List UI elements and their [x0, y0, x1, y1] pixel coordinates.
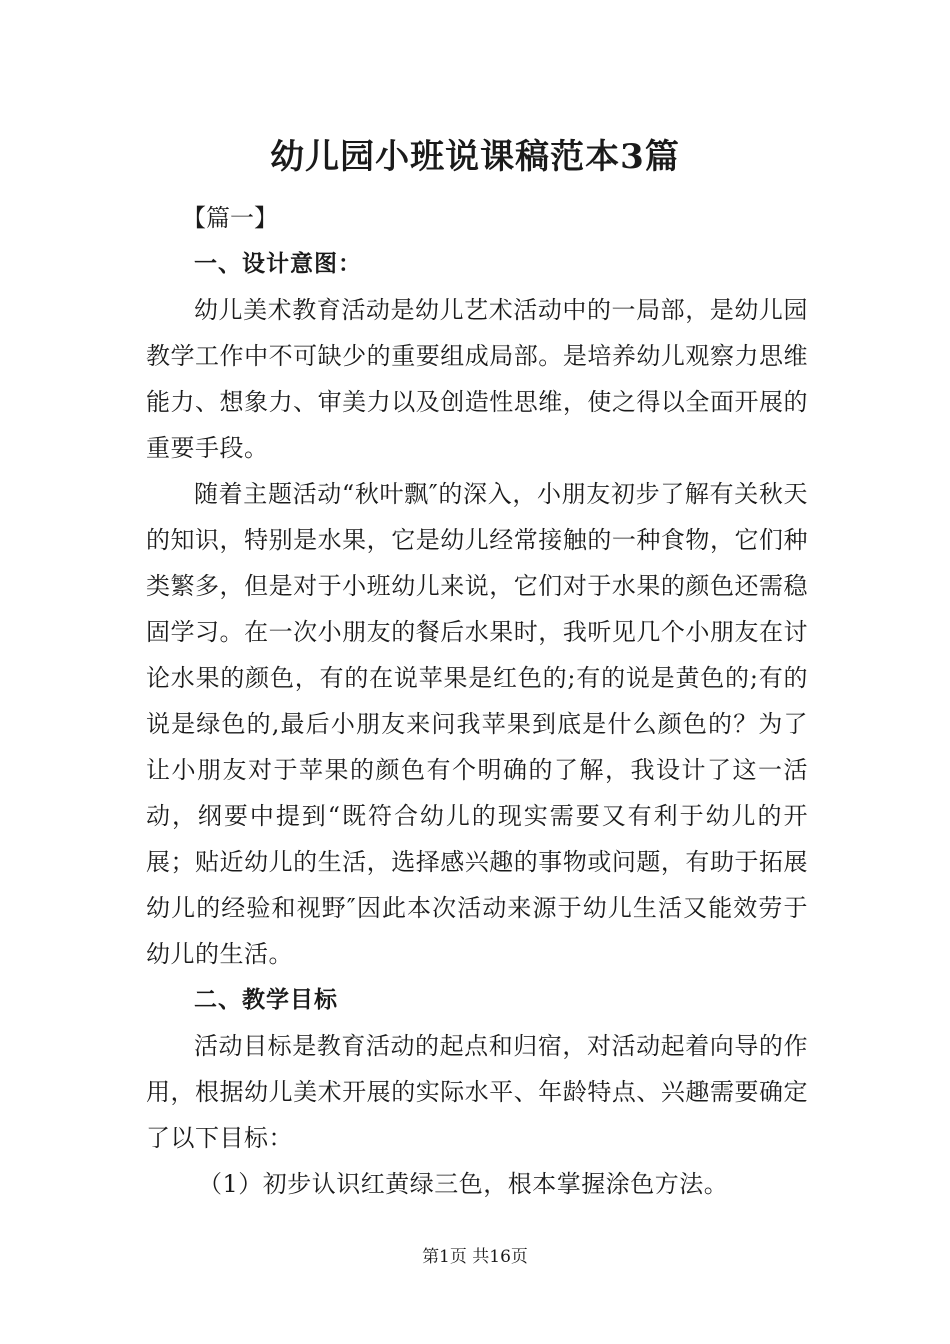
- goal-list-item-1: （1）初步认识红黄绿三色，根本掌握涂色方法。: [198, 1170, 729, 1198]
- page-footer: 第1页 共16页: [422, 1247, 528, 1267]
- paragraph-3: 活动目标是教育活动的起点和归宿，对活动起着向导的作用，根据幼儿美术开展的实际水平、年龄特点、兴趣需要确定了以下目标：: [146, 1032, 808, 1152]
- section-label: 【篇一】: [182, 204, 278, 232]
- section-heading-design-intent: 一、设计意图：: [194, 251, 362, 277]
- document-title: 幼儿园小班说课稿范本3篇: [270, 137, 680, 177]
- section-heading-teaching-goals: 二、教学目标: [194, 987, 338, 1013]
- paragraph-2: 随着主题活动“秋叶飘″的深入，小朋友初步了解有关秋天的知识，特别是水果，它是幼儿经常接触的一种食物，它们种类繁多，但是对于小班幼儿来说，它们对于水果的颜色还需稳固学习。在一次小朋友的餐后水果时，我听见几个小朋友在讨论水果的颜色，有的在说苹果是红色的;有的说是黄色的;有的说是绿色的,最后小朋友来问我苹果到底是什么颜色的？为了让小朋友对于苹果的颜色有个明确的了解，我设计了这一活动，纲要中提到“既符合幼儿的现实需要又有利于幼儿的开展；贴近幼儿的生活，选择感兴趣的事物或问题，有助于拓展幼儿的经验和视野″因此本次活动来源于幼儿生活又能效劳于幼儿的生活。: [146, 480, 808, 968]
- paragraph-1: 幼儿美术教育活动是幼儿艺术活动中的一局部，是幼儿园教学工作中不可缺少的重要组成局部。是培养幼儿观察力思维能力、想象力、审美力以及创造性思维，使之得以全面开展的重要手段。: [146, 296, 808, 462]
- document-body: [146, 195, 808, 1207]
